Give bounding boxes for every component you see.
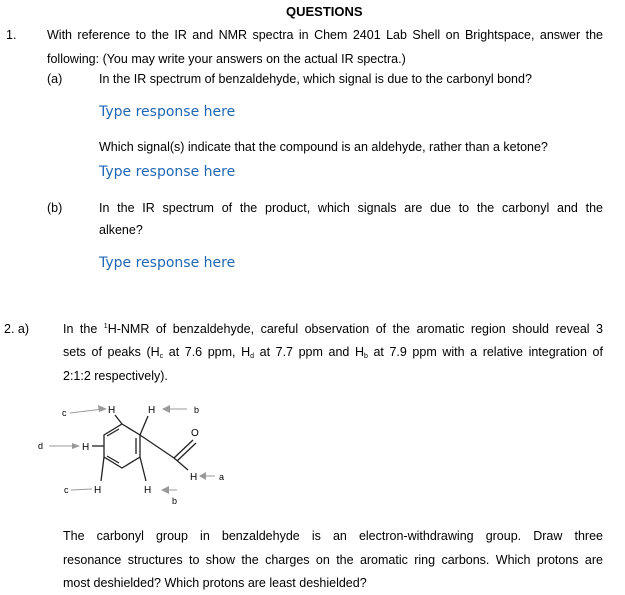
q1b-response-field[interactable]: Type response here [99,255,236,271]
atom-h-bottom-left: H [94,485,102,496]
atom-o: O [191,428,199,439]
label-c-top: c [62,408,67,418]
benzaldehyde-structure [28,398,248,510]
label-b-bottom: b [172,496,178,506]
page-title: QUESTIONS [286,4,363,19]
q2a-line1: In the $^1$H-NMR of benzaldehyde, careful observation of the aromatic region should reveal 3 [63,322,603,336]
q1b-question-line1: In the IR spectrum of the product, which signals are due to the carbonyl and the [99,201,603,215]
q2a-label: 2. a) [4,322,30,336]
q2a-line2: sets of peaks ($H_c$ at 7.6 ppm, $H_d$ at 7.7 ppm and $H_b$ at 7.9 ppm with a relative integration of [63,345,603,360]
q1a-question2: Which signal(s) indicate that the compound is an aldehyde, rather than a ketone? [99,140,548,154]
q2a-line3: 2:1:2 respectively). [63,369,168,383]
q1b-label: (b) [47,201,63,215]
atom-h-bottom-right: H [144,485,152,496]
q1a-question: In the IR spectrum of benzaldehyde, which signal is due to the carbonyl bond? [99,72,532,86]
atom-h-top-left: H [108,405,116,416]
q1a-response-field[interactable]: Type response here [99,104,236,120]
q2a-para-line1: The carbonyl group in benzaldehyde is an electron-withdrawing group. Draw three [63,529,603,543]
q1a-response2-field[interactable]: Type response here [99,164,236,180]
label-d: d [38,441,44,451]
q1b-question-line2: alkene? [99,223,143,237]
atom-h-aldehyde: H [190,472,198,483]
label-b-top: b [194,405,200,415]
q1a-label: (a) [47,72,63,86]
q2a-para-line3: most deshielded? Which protons are least deshielded? [63,576,367,590]
atom-h-top-right: H [148,405,156,416]
q1-intro-line1: With reference to the IR and NMR spectra in Chem 2401 Lab Shell on Brightspace, answer the [47,28,603,42]
label-c-bottom: c [64,485,69,495]
q1-number: 1. [6,28,17,42]
atom-h-left: H [82,442,90,453]
q1-intro-line2: following: (You may write your answers on the actual IR spectra.) [47,52,406,66]
q2a-para-line2: resonance structures to show the charges on the aromatic ring carbons. Which protons are [63,553,603,567]
label-a: a [219,472,225,482]
